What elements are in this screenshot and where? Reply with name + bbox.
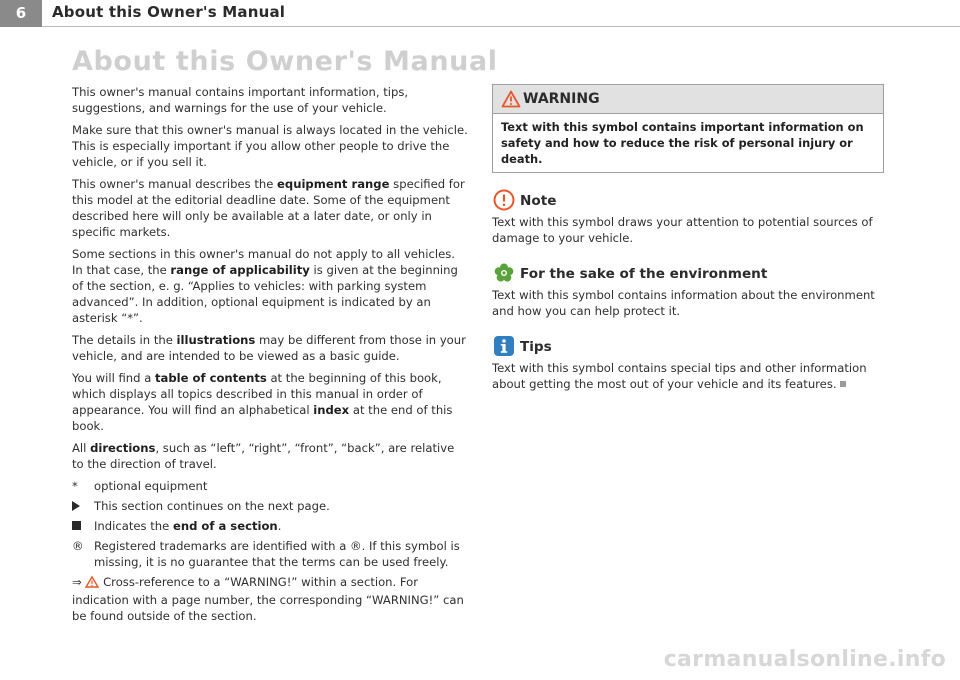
term-range-of-applicability: range of applicability [170, 263, 310, 277]
symbol-legend [72, 478, 468, 624]
warning-title: WARNING [523, 91, 600, 107]
right-column [492, 84, 884, 392]
tips-title: Tips [520, 339, 552, 355]
warning-body: Text with this symbol contains important information on safety and how to reduce the risk of personal injury or death. [501, 120, 864, 166]
environment-flower-icon [493, 262, 515, 284]
legend-registered: ® Registered trademarks are identified with a ®. If this symbol is missing, it is no guarantee that the terms can be used freely. [72, 539, 460, 569]
paragraph-location: Make sure that this owner's manual is always located in the vehicle. This is especially important if you allow other people to drive the vehicle, or if you sell it. [72, 123, 468, 169]
term-index: index [313, 403, 350, 417]
legend-continues: This section continues on the next page. [72, 498, 468, 514]
asterisk-symbol: * [72, 479, 78, 493]
legend-cross-reference: ⇒ Cross-reference to a “WARNING!” within a section. For indication with a page number, the corresponding “WARNING!” can be found outside of the section. [72, 575, 464, 623]
end-square-icon [72, 518, 90, 534]
page-number: 6 [0, 0, 42, 27]
warning-header [493, 85, 883, 114]
term-illustrations: illustrations [176, 333, 256, 347]
paragraph-contents-index: You will find a table of contents at the beginning of this book, which displays all topics described in this manual in order of appearance. You will find an alphabetical index at the end of this book. [72, 371, 453, 433]
paragraph-applicability: Some sections in this owner's manual do not apply to all vehicles. In that case, the range of applicability is given at the beginning of the section, e. g. “Applies to vehicles: with parking system advanced”. In addition, optional equipment is indicated by an asterisk “*”. [72, 247, 458, 325]
term-end-of-section: end of a section [172, 519, 278, 533]
running-head: About this Owner's Manual [52, 3, 286, 21]
term-table-of-contents: table of contents [154, 371, 267, 385]
paragraph-equipment-range: This owner's manual describes the equipment range specified for this model at the editorial deadline date. Some of the equipment described here will only be available at a later date, or only in specific markets. [72, 177, 465, 239]
environment-section [492, 262, 884, 319]
warning-box [492, 84, 884, 173]
legend-end-of-section: Indicates the end of a section. [72, 518, 468, 534]
paragraph-directions: All directions, such as “left”, “right”, “front”, “back”, are relative to the direction of travel. [72, 441, 455, 471]
page-header [0, 0, 960, 30]
arrow-right-icon: ⇒ [72, 575, 82, 589]
term-equipment-range: equipment range [277, 177, 390, 191]
tips-info-icon [493, 335, 515, 357]
paragraph-illustrations: The details in the illustrations may be different from those in your vehicle, and are intended to be viewed as a basic guide. [72, 333, 466, 363]
legend-asterisk: * optional equipment [72, 479, 208, 493]
paragraph-intro: This owner's manual contains important information, tips, suggestions, and warnings for the use of your vehicle. [72, 85, 409, 115]
tips-text: Text with this symbol contains special tips and other information about getting the most out of your vehicle and its features. [492, 361, 867, 391]
page-title: About this Owner's Manual [72, 46, 498, 77]
left-column [72, 84, 468, 624]
environment-title: For the sake of the environment [520, 266, 768, 282]
note-title: Note [520, 193, 557, 209]
header-rule [42, 26, 960, 27]
environment-text: Text with this symbol contains information about the environment and how you can help protect it. [492, 288, 875, 318]
registered-symbol: ® [72, 539, 84, 553]
note-text: Text with this symbol draws your attention to potential sources of damage to your vehicle. [492, 215, 873, 245]
term-directions: directions [90, 441, 156, 455]
warning-triangle-icon [501, 90, 521, 108]
note-exclamation-icon [493, 189, 515, 211]
play-triangle-icon [72, 498, 90, 515]
tips-section [492, 335, 884, 392]
warning-triangle-icon [85, 576, 99, 592]
end-square-icon [840, 381, 846, 387]
note-section [492, 189, 884, 246]
watermark: carmanualsonline.info [663, 647, 946, 672]
